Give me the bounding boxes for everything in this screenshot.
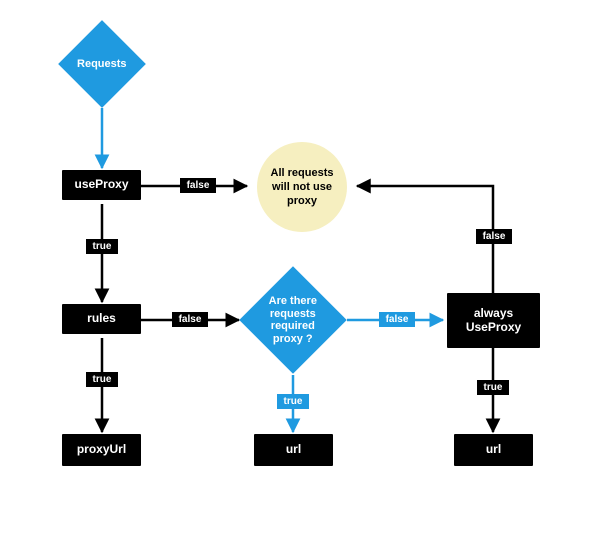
node-rules-label: rules [87, 311, 116, 326]
edge-label-useproxy-false: false [180, 178, 216, 193]
node-requests-label: Requests [77, 57, 127, 70]
node-url-center-label: url [285, 442, 302, 457]
node-rules[interactable] [62, 304, 141, 334]
node-url-right-label: url [485, 442, 502, 457]
node-always-useproxy-label: always UseProxy [465, 305, 522, 334]
node-no-proxy[interactable] [257, 142, 347, 232]
edge-label-arethere-true: true [277, 394, 309, 409]
node-useproxy[interactable] [62, 170, 141, 200]
node-useproxy-label: useProxy [74, 177, 129, 192]
edge-label-rules-false: false [172, 312, 208, 327]
node-proxyurl[interactable] [62, 434, 141, 466]
node-proxyurl-label: proxyUrl [76, 442, 127, 457]
node-are-there-requests-label: Are there requests required proxy ? [268, 294, 318, 345]
node-no-proxy-label: All requests will not use proxy [270, 166, 334, 208]
edge-label-rules-true: true [86, 372, 118, 387]
edge-label-useproxy-true: true [86, 239, 118, 254]
edge-label-always-true: true [477, 380, 509, 395]
node-always-useproxy[interactable] [447, 293, 540, 348]
edge-label-arethere-false: false [379, 312, 415, 327]
node-url-center[interactable] [254, 434, 333, 466]
node-url-right[interactable] [454, 434, 533, 466]
edge-label-always-false: false [476, 229, 512, 244]
